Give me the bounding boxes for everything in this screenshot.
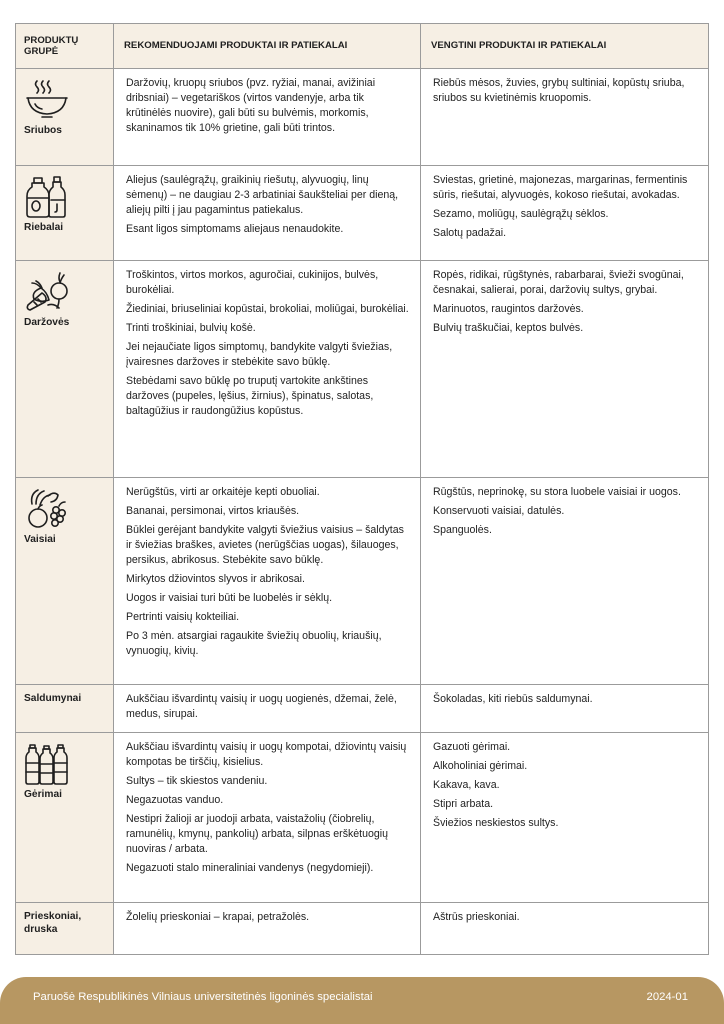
group-cell [16,733,114,903]
avoid-item: Šviežios neskiestos sultys. [433,817,559,830]
recommended-item: Esant ligos simptomams aliejaus nenaudokite. [126,223,344,236]
recommended-item: Trinti troškiniai, bulvių košė. [126,322,256,335]
avoid-cell [421,903,709,955]
recommended-item: Nestipri žalioji ar juodoji arbata, vaistažolių (čiobrelių, ramunėlių, kmynų, pankolių) arbata, silpnas erškėtuogių nuoviras / arbata. [126,813,389,856]
group-cell [16,261,114,478]
group-cell [16,69,114,166]
header-recommended: REKOMENDUOJAMI PRODUKTAI IR PATIEKALAI [114,24,421,69]
group-label: Sriubos [24,125,62,136]
recommended-item: Žolelių prieskoniai – krapai, petražolės. [126,911,310,923]
table-row [16,261,709,478]
soup-bowl-icon [24,77,70,123]
recommended-item: Žiediniai, briuseliniai kopūstai, brokoliai, moliūgai, burokėliai. [126,303,409,316]
recommended-item: Pertrinti vaisių kokteiliai. [126,611,240,624]
table-row [16,685,709,733]
footer-credit: Paruošė Respublikinės Vilniaus universitetinės ligoninės specialistai [33,991,373,1003]
header-product-group: PRODUKTŲ GRUPĖ [16,24,114,69]
header-avoid: VENGTINI PRODUKTAI IR PATIEKALAI [421,24,709,69]
avoid-item: Gazuoti gėrimai. [433,741,511,753]
recommended-item: Nerūgštūs, virti ar orkaitėje kepti obuoliai. [126,486,320,498]
avoid-cell [421,733,709,903]
drink-bottles-icon [24,741,70,787]
avoid-item: Spanguolės. [433,524,492,537]
recommended-cell [114,733,421,903]
avoid-cell [421,685,709,733]
oil-bottles-icon [24,174,70,220]
table-row [16,903,709,955]
recommended-item: Daržovių, kruopų sriubos (pvz. ryžiai, manai, avižiniai dribsniai) – vegetariškos (virtos vandenyje, arba tik krūtinėlės nuovire), gali būti su bulvėmis, morkomis, skaninamos tik 10% grietine, gali būti trintos. [126,77,376,135]
group-label: Vaisiai [24,534,56,545]
footer-date: 2024-01 [646,991,688,1003]
recommended-cell [114,478,421,685]
recommended-item: Troškintos, virtos morkos, aguročiai, cukinijos, bulvės, burokėliai. [126,269,379,297]
group-label: Prieskoniai, druska [24,911,82,935]
avoid-item: Sezamo, moliūgų, saulėgrąžų sėklos. [433,208,609,221]
avoid-item: Šokoladas, kiti riebūs saldumynai. [433,693,593,705]
recommended-item: Aukščiau išvardintų vaisių ir uogų kompotai, džiovintų vaisių kompotas be tirščių, kisielius. [126,741,407,769]
recommended-item: Negazuoti stalo mineraliniai vandenys (negydomieji). [126,862,374,875]
group-cell [16,478,114,685]
group-label: Gėrimai [24,789,62,800]
avoid-item: Aštrūs prieskoniai. [433,911,520,923]
group-cell [16,903,114,955]
diet-table [15,23,709,955]
recommended-item: Negazuotas vanduo. [126,794,224,807]
recommended-item: Po 3 mėn. atsargiai ragaukite šviežių obuolių, kriaušių, vynuogių, kivių. [126,630,382,658]
recommended-item: Mirkytos džiovintos slyvos ir abrikosai. [126,573,305,586]
avoid-item: Stipri arbata. [433,798,494,811]
avoid-item: Kakava, kava. [433,779,500,792]
avoid-cell [421,69,709,166]
table-row [16,733,709,903]
avoid-item: Konservuoti vaisiai, datulės. [433,505,565,518]
recommended-cell [114,903,421,955]
table-header-row [16,24,709,69]
avoid-item: Salotų padažai. [433,227,507,240]
group-label: Saldumynai [24,693,82,704]
avoid-item: Riebūs mėsos, žuvies, grybų sultiniai, kopūstų sriuba, sriubos su kvietinėmis kruopomis. [433,77,685,105]
group-label: Riebalai [24,222,64,233]
vegetables-icon [24,269,70,315]
group-cell [16,685,114,733]
table-row [16,69,709,166]
recommended-cell [114,685,421,733]
group-label: Daržovės [24,317,70,328]
recommended-item: Bananai, persimonai, virtos kriaušės. [126,505,300,518]
table-row [16,166,709,261]
avoid-item: Alkoholiniai gėrimai. [433,760,528,773]
avoid-cell [421,478,709,685]
avoid-item: Marinuotos, raugintos daržovės. [433,303,584,316]
avoid-cell [421,166,709,261]
recommended-item: Aliejus (saulėgrąžų, graikinių riešutų, alyvuogių, linų sėmenų) – ne daugiau 2-3 arbatiniai šaukšteliai per dieną, aliejų pilti į jau pagamintus patiekalus. [126,174,399,217]
recommended-cell [114,166,421,261]
recommended-cell [114,261,421,478]
avoid-item: Ropės, ridikai, rūgštynės, rabarbarai, švieži svogūnai, česnakai, salierai, porai, daržovių sultys, grybai. [433,269,684,297]
recommended-item: Uogos ir vaisiai turi būti be luobelės ir sėklų. [126,592,333,605]
avoid-item: Sviestas, grietinė, majonezas, margarinas, fermentinis sūris, riešutai, alyvuogės, kokoso riešutai, avokadas. [433,174,688,202]
recommended-item: Būklei gerėjant bandykite valgyti šviežius vaisius – šaldytas ir šviežias braškes, avietes (nerūgščias uogas), šilauoges, persikus, abrikosus. Stebėkite savo būklę. [126,524,404,567]
recommended-item: Stebėdami savo būklę po truputį vartokite ankštines daržoves (pupeles, lęšius, žirnius), špinatus, salotas, baltagūžius ir raudongūžius kopūstus. [126,375,374,418]
table-row [16,478,709,685]
recommended-item: Jei nejaučiate ligos simptomų, bandykite valgyti šviežias, įvairesnes daržoves ir stebėkite savo būklę. [126,341,393,369]
fruits-icon [24,486,70,532]
recommended-item: Sultys – tik skiestos vandeniu. [126,775,268,788]
avoid-item: Rūgštūs, neprinokę, su stora luobele vaisiai ir uogos. [433,486,681,498]
footer [0,977,724,1024]
group-cell [16,166,114,261]
recommended-cell [114,69,421,166]
avoid-item: Bulvių traškučiai, keptos bulvės. [433,322,584,335]
avoid-cell [421,261,709,478]
recommended-item: Aukščiau išvardintų vaisių ir uogų uogienės, džemai, želė, medus, sirupai. [126,693,397,721]
